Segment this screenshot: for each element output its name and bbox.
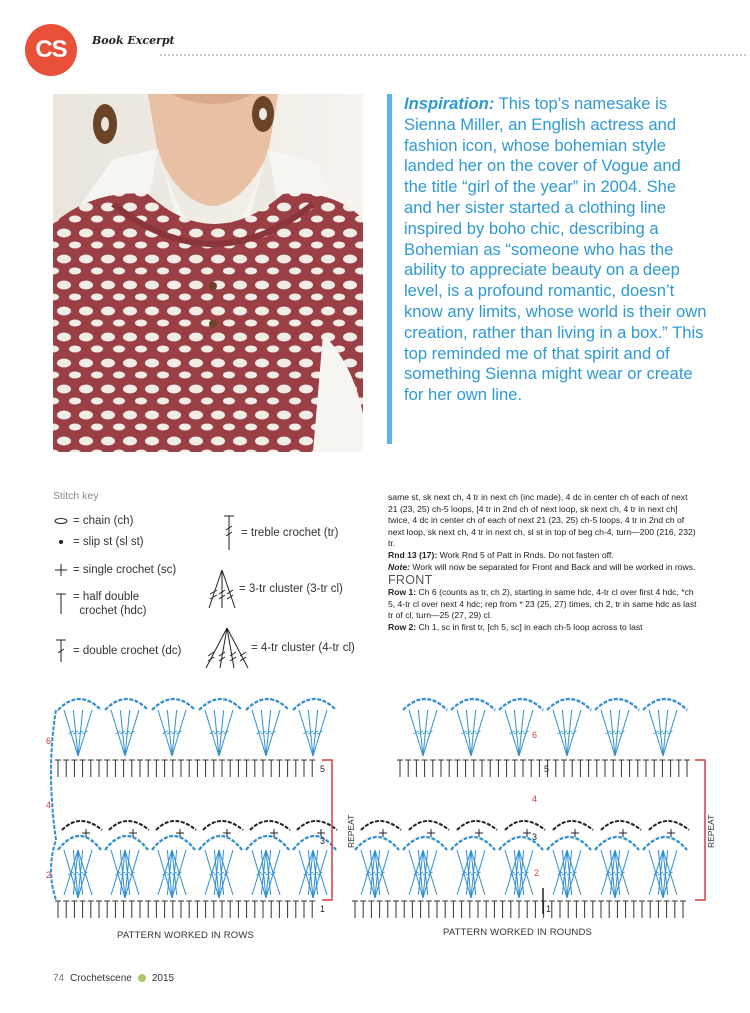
hdc-symbol	[467, 901, 473, 918]
chain-arc-symbol	[643, 837, 687, 850]
stitch-key	[53, 490, 373, 675]
rounds-diagram-caption: PATTERN WORKED IN ROUNDS	[443, 927, 593, 938]
tr-fan-symbol	[361, 850, 389, 898]
hdc-symbol	[655, 901, 661, 918]
instructions-paragraph: same st, sk next ch, 4 tr in next ch (inc made), 4 dc in center ch of each of next 21 (23, 25) ch-5 loops, [4 tr in 2nd ch of next loop, sk next ch, 4 tr in next ch] twice, 4 dc in center ch of each of next 21 (23, 25) ch-5 loops, 4 tr in 2nd ch of next loop, sk next ch, 4 tr in next ch, sl st in top of beg ch-4, turn—200 (216, 232) tr.	[388, 492, 696, 549]
chain-arc-symbol	[58, 699, 101, 710]
hdc-symbol	[104, 901, 110, 918]
hdc-symbol	[471, 760, 477, 777]
hdc-symbol	[418, 901, 424, 918]
chain-arc-symbol	[595, 699, 639, 710]
crochetscene-logo: CS	[25, 24, 77, 76]
sc-symbol	[571, 829, 579, 837]
sc-symbol	[475, 829, 483, 837]
tr-fan-symbol	[409, 710, 437, 756]
hdc-symbol	[227, 901, 233, 918]
hdc-symbol	[614, 901, 620, 918]
hdc-symbol	[598, 901, 604, 918]
hdc-symbol	[309, 901, 315, 918]
hdc-symbol	[96, 760, 102, 777]
hdc-symbol	[610, 760, 616, 777]
hdc-symbol	[293, 901, 299, 918]
stitch-diagrams	[0, 690, 750, 950]
stitch-key-single-crochet: = single crochet (sc)	[53, 562, 176, 578]
hdc-symbol	[194, 760, 200, 777]
hdc-symbol	[352, 901, 358, 918]
hdc-symbol	[244, 760, 250, 777]
hdc-symbol	[301, 901, 307, 918]
hdc-symbol	[483, 901, 489, 918]
hdc-symbol	[268, 760, 274, 777]
hdc-symbol	[219, 901, 225, 918]
row-2: Row 2: Ch 1, sc in first tr, [ch 5, sc] in each ch-5 loop across to last	[388, 621, 643, 632]
tr-fan-symbol	[111, 850, 139, 898]
hdc-symbol	[627, 760, 633, 777]
hdc-symbol	[639, 901, 645, 918]
hdc-symbol	[623, 901, 629, 918]
hdc-symbol	[668, 760, 674, 777]
chain-arc-symbol	[403, 837, 447, 850]
chain-arc-symbol	[105, 836, 148, 850]
hdc-symbol	[532, 901, 538, 918]
hdc-symbol	[235, 760, 241, 777]
hdc-symbol	[268, 901, 274, 918]
crochet-chart-svg	[0, 690, 750, 950]
tr-fan-symbol	[457, 850, 485, 898]
tr-fan-symbol	[252, 710, 280, 756]
hdc-symbol	[219, 760, 225, 777]
hdc-symbol	[463, 760, 469, 777]
sc-symbol	[523, 829, 531, 837]
hdc-symbol	[475, 901, 481, 918]
hdc-symbol	[635, 760, 641, 777]
woman-wearing-crochet-top-photo	[53, 94, 363, 452]
chain-arc-symbol	[547, 699, 591, 710]
chain-loop-symbol	[409, 821, 449, 830]
stitch-key-4-tr-cluster: = 4-tr cluster (4-tr cl)	[203, 626, 355, 670]
hdc-symbol	[112, 901, 118, 918]
tr-fan-symbol	[205, 850, 233, 898]
hdc-symbol	[186, 901, 192, 918]
hdc-symbol	[121, 760, 127, 777]
hdc-symbol	[170, 901, 176, 918]
half-double-crochet-symbol-icon	[53, 592, 73, 616]
chain-loop-symbol	[553, 821, 593, 830]
hdc-symbol	[405, 760, 411, 777]
chain-arc-symbol	[355, 837, 399, 850]
chain-loop-symbol	[505, 821, 545, 830]
hdc-symbol	[586, 760, 592, 777]
hdc-symbol	[227, 760, 233, 777]
hdc-symbol	[565, 901, 571, 918]
hdc-symbol	[459, 901, 465, 918]
chain-loop-symbol	[109, 821, 149, 830]
hdc-symbol	[178, 760, 184, 777]
footer-dot-icon	[138, 974, 146, 982]
tr-fan-symbol	[64, 710, 92, 756]
hdc-symbol	[508, 901, 514, 918]
hdc-symbol	[162, 760, 168, 777]
hdc-symbol	[631, 901, 637, 918]
hdc-symbol	[602, 760, 608, 777]
row-number: 3	[320, 836, 326, 846]
row-1: Row 1: Ch 6 (counts as tr, ch 2), starting in same hdc, 4-tr cl over first 4 hdc, *ch 5, 4-tr cl over next 4 hdc; rep from * 23 (25, 27) times, ch 2, tr in same hdc as last tr of cl, turn—25 (27, 29) cl.	[388, 587, 697, 621]
hdc-symbol	[385, 901, 391, 918]
chain-arc-symbol	[152, 836, 195, 850]
round-number: 4	[532, 794, 538, 804]
hdc-symbol	[577, 760, 583, 777]
rows-diagram-caption: PATTERN WORKED IN ROWS	[117, 930, 255, 941]
chain-loop-symbol	[457, 821, 497, 830]
repeat-bracket	[695, 760, 705, 900]
round-number: 5	[544, 764, 550, 774]
tr-fan-symbol	[158, 710, 186, 756]
chain-arc-symbol	[293, 699, 336, 710]
hdc-symbol	[276, 901, 282, 918]
hdc-symbol	[479, 760, 485, 777]
hdc-symbol	[422, 760, 428, 777]
header-divider	[160, 54, 746, 56]
repeat-label: REPEAT	[706, 814, 716, 848]
chain-arc-symbol	[643, 699, 687, 710]
tr-fan-symbol	[252, 850, 280, 898]
chain-arc-symbol	[595, 837, 639, 850]
hdc-symbol	[368, 901, 374, 918]
tr-fan-symbol	[299, 850, 327, 898]
round-number: 1	[546, 904, 552, 914]
chain-arc-symbol	[403, 699, 447, 710]
hdc-symbol	[454, 760, 460, 777]
row-number: 5	[320, 764, 326, 774]
row-number: 6	[46, 736, 52, 746]
publication-name: Crochetscene	[70, 973, 132, 984]
hdc-symbol	[664, 901, 670, 918]
inspiration-text-block	[387, 94, 707, 444]
hdc-symbol	[285, 901, 291, 918]
hdc-symbol	[211, 760, 217, 777]
tr-fan-symbol	[601, 850, 629, 898]
hdc-symbol	[203, 760, 209, 777]
hdc-symbol	[129, 901, 135, 918]
hdc-symbol	[129, 760, 135, 777]
hdc-symbol	[516, 901, 522, 918]
hdc-symbol	[647, 901, 653, 918]
chain-arc-symbol	[451, 837, 495, 850]
chain-arc-symbol	[105, 699, 148, 710]
hdc-symbol	[643, 760, 649, 777]
tr-fan-symbol	[649, 850, 677, 898]
hdc-symbol	[573, 901, 579, 918]
sc-symbol	[667, 829, 675, 837]
chain-arc-symbol	[293, 836, 336, 850]
tr-fan-symbol	[64, 850, 92, 898]
hdc-symbol	[162, 901, 168, 918]
repeat-bracket	[322, 760, 332, 900]
hdc-symbol	[684, 760, 690, 777]
hdc-symbol	[524, 901, 530, 918]
stitch-key-3-tr-cluster: = 3-tr cluster (3-tr cl)	[205, 568, 343, 610]
tr-fan-symbol	[601, 710, 629, 756]
hdc-symbol	[96, 901, 102, 918]
hdc-symbol	[618, 760, 624, 777]
section-label: Book Excerpt	[92, 34, 175, 47]
tr-fan-symbol	[553, 850, 581, 898]
stitch-key-treble-crochet: = treble crochet (tr)	[221, 514, 338, 552]
chain-loop-symbol	[250, 821, 290, 830]
hdc-symbol	[285, 760, 291, 777]
tr-fan-symbol	[111, 710, 139, 756]
hdc-symbol	[301, 760, 307, 777]
double-crochet-symbol-icon	[53, 638, 73, 664]
pattern-rows-diagram	[51, 699, 337, 918]
hdc-symbol	[659, 760, 665, 777]
chain-symbol-icon	[53, 515, 73, 527]
tr-fan-symbol	[649, 710, 677, 756]
treble-crochet-symbol-icon	[221, 514, 241, 552]
chain-loop-symbol	[297, 821, 337, 830]
tr-fan-symbol	[158, 850, 186, 898]
tr-fan-symbol	[299, 710, 327, 756]
chain-loop-symbol	[361, 821, 401, 830]
sc-symbol	[427, 829, 435, 837]
hdc-symbol	[71, 901, 77, 918]
hdc-symbol	[178, 901, 184, 918]
hdc-symbol	[211, 901, 217, 918]
tr-fan-symbol	[205, 710, 233, 756]
hdc-symbol	[651, 760, 657, 777]
tr-fan-symbol	[505, 710, 533, 756]
stitch-key-title: Stitch key	[53, 490, 99, 502]
sc-symbol	[379, 829, 387, 837]
hdc-symbol	[512, 760, 518, 777]
chain-loop-symbol	[601, 821, 641, 830]
hdc-symbol	[487, 760, 493, 777]
hdc-symbol	[235, 901, 241, 918]
hdc-symbol	[442, 901, 448, 918]
slip-stitch-symbol-icon	[53, 536, 73, 548]
hdc-symbol	[104, 760, 110, 777]
hdc-symbol	[495, 760, 501, 777]
hdc-symbol	[557, 901, 563, 918]
hdc-symbol	[434, 901, 440, 918]
hdc-symbol	[170, 760, 176, 777]
hdc-symbol	[590, 901, 596, 918]
hdc-symbol	[401, 901, 407, 918]
hdc-symbol	[426, 901, 432, 918]
single-crochet-symbol-icon	[53, 562, 73, 578]
hdc-symbol	[244, 901, 250, 918]
chain-loop-symbol	[156, 821, 196, 830]
note: Note: Work will now be separated for Front and Back and will be worked in rows.	[388, 561, 696, 572]
hdc-symbol	[88, 760, 94, 777]
chain-arc-symbol	[58, 836, 101, 850]
hdc-symbol	[393, 901, 399, 918]
row-number: 2	[46, 870, 52, 880]
hdc-symbol	[569, 760, 575, 777]
hdc-symbol	[500, 901, 506, 918]
hdc-symbol	[80, 760, 86, 777]
chain-arc-symbol	[547, 837, 591, 850]
hdc-symbol	[309, 760, 315, 777]
page-footer	[53, 973, 174, 984]
repeat-label: REPEAT	[346, 814, 356, 848]
hdc-symbol	[582, 901, 588, 918]
stitch-key-chain: = chain (ch)	[53, 514, 133, 528]
chain-arc-symbol	[199, 836, 242, 850]
chain-loop-symbol	[62, 821, 102, 830]
round-number: 2	[534, 868, 540, 878]
sc-symbol	[619, 829, 627, 837]
hdc-symbol	[145, 760, 151, 777]
hdc-symbol	[397, 760, 403, 777]
hdc-symbol	[409, 901, 415, 918]
chain-arc-symbol	[246, 836, 289, 850]
hdc-symbol	[276, 760, 282, 777]
tr-fan-symbol	[457, 710, 485, 756]
chain-loop-symbol	[203, 821, 243, 830]
hdc-symbol	[528, 760, 534, 777]
front-heading: FRONT	[388, 573, 433, 588]
hdc-symbol	[252, 760, 258, 777]
hdc-symbol	[80, 901, 86, 918]
hdc-symbol	[145, 901, 151, 918]
hdc-symbol	[55, 760, 61, 777]
chain-arc-symbol	[246, 699, 289, 710]
hdc-symbol	[413, 760, 419, 777]
round-number: 6	[532, 730, 538, 740]
hdc-symbol	[450, 901, 456, 918]
hdc-symbol	[153, 901, 159, 918]
hdc-symbol	[360, 901, 366, 918]
hdc-symbol	[680, 901, 686, 918]
row-number: 4	[46, 800, 52, 810]
hdc-symbol	[504, 760, 510, 777]
hdc-symbol	[553, 760, 559, 777]
hdc-symbol	[594, 760, 600, 777]
chain-arc-symbol	[152, 699, 195, 710]
tr-fan-symbol	[409, 850, 437, 898]
chain-loop-symbol	[649, 821, 689, 830]
hdc-symbol	[260, 760, 266, 777]
page-number: 74	[53, 973, 65, 984]
hdc-symbol	[71, 760, 77, 777]
hdc-symbol	[63, 901, 69, 918]
hdc-symbol	[672, 901, 678, 918]
hdc-symbol	[430, 760, 436, 777]
row-number: 1	[320, 904, 326, 914]
hdc-symbol	[194, 901, 200, 918]
stitch-key-slip-stitch: = slip st (sl st)	[53, 535, 144, 549]
hdc-symbol	[55, 901, 61, 918]
inspiration-body: This top’s namesake is Sienna Miller, an English actress and fashion icon, whose bohemian style landed her on the cover of Vogue and the title “girl of the year” in 2004. She and her sister started a clothing line inspired by boho chic, describing a Bohemian as “someone who has the ability to appreciate beauty on a deep level, is a profound romantic, doesn’t know any limits, whose world is their own creation, rather than living in a box.” This top reminded me of that spirit and of something Sienna might wear or create for her own line.	[404, 94, 707, 405]
hdc-symbol	[446, 760, 452, 777]
hdc-symbol	[63, 760, 69, 777]
stitch-key-double-crochet: = double crochet (dc)	[53, 638, 181, 664]
hdc-symbol	[520, 760, 526, 777]
inspiration-lead: Inspiration:	[404, 94, 495, 113]
hdc-symbol	[438, 760, 444, 777]
hdc-symbol	[260, 901, 266, 918]
tr-fan-symbol	[553, 710, 581, 756]
hdc-symbol	[606, 901, 612, 918]
round-number: 3	[532, 832, 538, 842]
hdc-symbol	[112, 760, 118, 777]
pattern-instructions	[388, 492, 698, 634]
chain-arc-symbol	[451, 699, 495, 710]
publication-year: 2015	[151, 973, 175, 984]
stitch-key-half-double-crochet: = half double crochet (hdc)	[53, 590, 147, 618]
hdc-symbol	[536, 760, 542, 777]
hdc-symbol	[293, 760, 299, 777]
tr-fan-symbol	[505, 850, 533, 898]
hdc-symbol	[153, 760, 159, 777]
three-tr-cluster-symbol-icon	[205, 568, 239, 610]
rnd-13: Rnd 13 (17): Work Rnd 5 of Patt in Rnds. Do not fasten off.	[388, 549, 614, 560]
hdc-symbol	[252, 901, 258, 918]
hdc-symbol	[137, 901, 143, 918]
hdc-symbol	[377, 901, 383, 918]
hdc-symbol	[121, 901, 127, 918]
hdc-symbol	[676, 760, 682, 777]
hdc-symbol	[561, 760, 567, 777]
hdc-symbol	[203, 901, 209, 918]
pattern-rounds-diagram	[352, 699, 705, 918]
model-photo	[53, 94, 363, 452]
chain-arc-symbol	[199, 699, 242, 710]
four-tr-cluster-symbol-icon	[203, 626, 251, 670]
hdc-symbol	[186, 760, 192, 777]
hdc-symbol	[88, 901, 94, 918]
chain-arc-symbol	[499, 699, 543, 710]
hdc-symbol	[491, 901, 497, 918]
hdc-symbol	[137, 760, 143, 777]
